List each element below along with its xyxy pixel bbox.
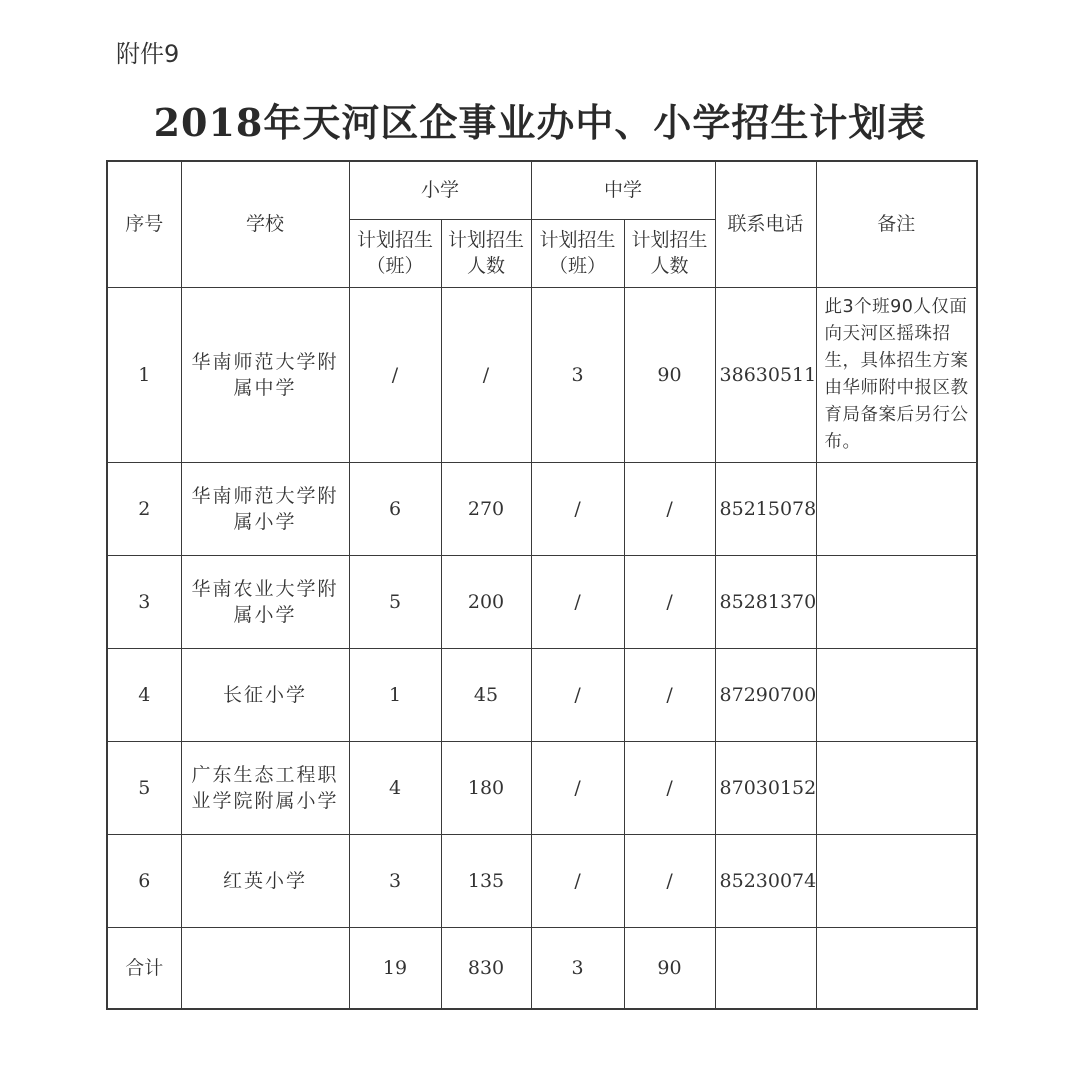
row-primary-classes: 5: [349, 555, 441, 648]
header-school: 学校: [181, 161, 349, 287]
header-remarks: 备注: [816, 161, 977, 287]
row-primary-people: 45: [441, 648, 531, 741]
table-row: [107, 648, 977, 741]
row-school: 长征小学: [181, 648, 349, 741]
row-remark: 此3个班90人仅面向天河区摇珠招生，具体招生方案由华师附中报区教育局备案后另行公布。: [816, 287, 977, 462]
table-row: [107, 741, 977, 834]
row-index: 1: [107, 287, 181, 462]
row-middle-classes: /: [531, 834, 624, 927]
row-primary-people: 135: [441, 834, 531, 927]
header-index: 序号: [107, 161, 181, 287]
row-phone: 38630511: [715, 287, 816, 462]
row-middle-classes: /: [531, 462, 624, 555]
row-primary-people: 180: [441, 741, 531, 834]
row-school: 华南师范大学附属小学: [181, 462, 349, 555]
header-primary-plan-people: 计划招生人数: [441, 219, 531, 287]
header-middle-plan-classes: 计划招生（班）: [531, 219, 624, 287]
total-remark: [816, 927, 977, 1009]
row-school: 红英小学: [181, 834, 349, 927]
row-primary-classes: 1: [349, 648, 441, 741]
row-remark: [816, 462, 977, 555]
row-middle-people: /: [624, 741, 715, 834]
row-remark: [816, 555, 977, 648]
total-primary-classes: 19: [349, 927, 441, 1009]
row-middle-classes: /: [531, 555, 624, 648]
row-school: 华南农业大学附属小学: [181, 555, 349, 648]
row-primary-classes: 3: [349, 834, 441, 927]
row-middle-classes: /: [531, 741, 624, 834]
header-middle-plan-people: 计划招生人数: [624, 219, 715, 287]
header-row-group: [107, 161, 977, 219]
row-index: 3: [107, 555, 181, 648]
header-primary-plan-classes: 计划招生（班）: [349, 219, 441, 287]
table-row: [107, 834, 977, 927]
header-primary-group: 小学: [349, 161, 531, 219]
row-middle-people: /: [624, 555, 715, 648]
row-phone: 85230074: [715, 834, 816, 927]
row-index: 2: [107, 462, 181, 555]
row-primary-classes: /: [349, 287, 441, 462]
row-primary-classes: 6: [349, 462, 441, 555]
row-middle-people: /: [624, 462, 715, 555]
row-primary-people: 270: [441, 462, 531, 555]
row-phone: 87030152: [715, 741, 816, 834]
row-middle-classes: /: [531, 648, 624, 741]
total-label: 合计: [107, 927, 181, 1009]
row-middle-classes: 3: [531, 287, 624, 462]
row-school: 广东生态工程职业学院附属小学: [181, 741, 349, 834]
row-primary-classes: 4: [349, 741, 441, 834]
header-middle-group: 中学: [531, 161, 715, 219]
row-index: 6: [107, 834, 181, 927]
row-middle-people: /: [624, 834, 715, 927]
page-title: 2018年天河区企事业办中、小学招生计划表: [153, 100, 927, 145]
total-middle-classes: 3: [531, 927, 624, 1009]
row-remark: [816, 834, 977, 927]
row-middle-people: 90: [624, 287, 715, 462]
row-primary-people: 200: [441, 555, 531, 648]
row-remark: [816, 648, 977, 741]
table-row: [107, 555, 977, 648]
enrollment-plan-table: [106, 160, 978, 1010]
header-phone: 联系电话: [715, 161, 816, 287]
row-index: 5: [107, 741, 181, 834]
total-phone: [715, 927, 816, 1009]
total-row: [107, 927, 977, 1009]
row-phone: 85281370: [715, 555, 816, 648]
row-phone: 85215078: [715, 462, 816, 555]
row-phone: 87290700: [715, 648, 816, 741]
row-index: 4: [107, 648, 181, 741]
row-school: 华南师范大学附属中学: [181, 287, 349, 462]
attachment-label: 附件9: [116, 40, 180, 68]
row-remark: [816, 741, 977, 834]
table-row: [107, 287, 977, 462]
total-school: [181, 927, 349, 1009]
row-middle-people: /: [624, 648, 715, 741]
row-primary-people: /: [441, 287, 531, 462]
total-primary-people: 830: [441, 927, 531, 1009]
table-row: [107, 462, 977, 555]
total-middle-people: 90: [624, 927, 715, 1009]
